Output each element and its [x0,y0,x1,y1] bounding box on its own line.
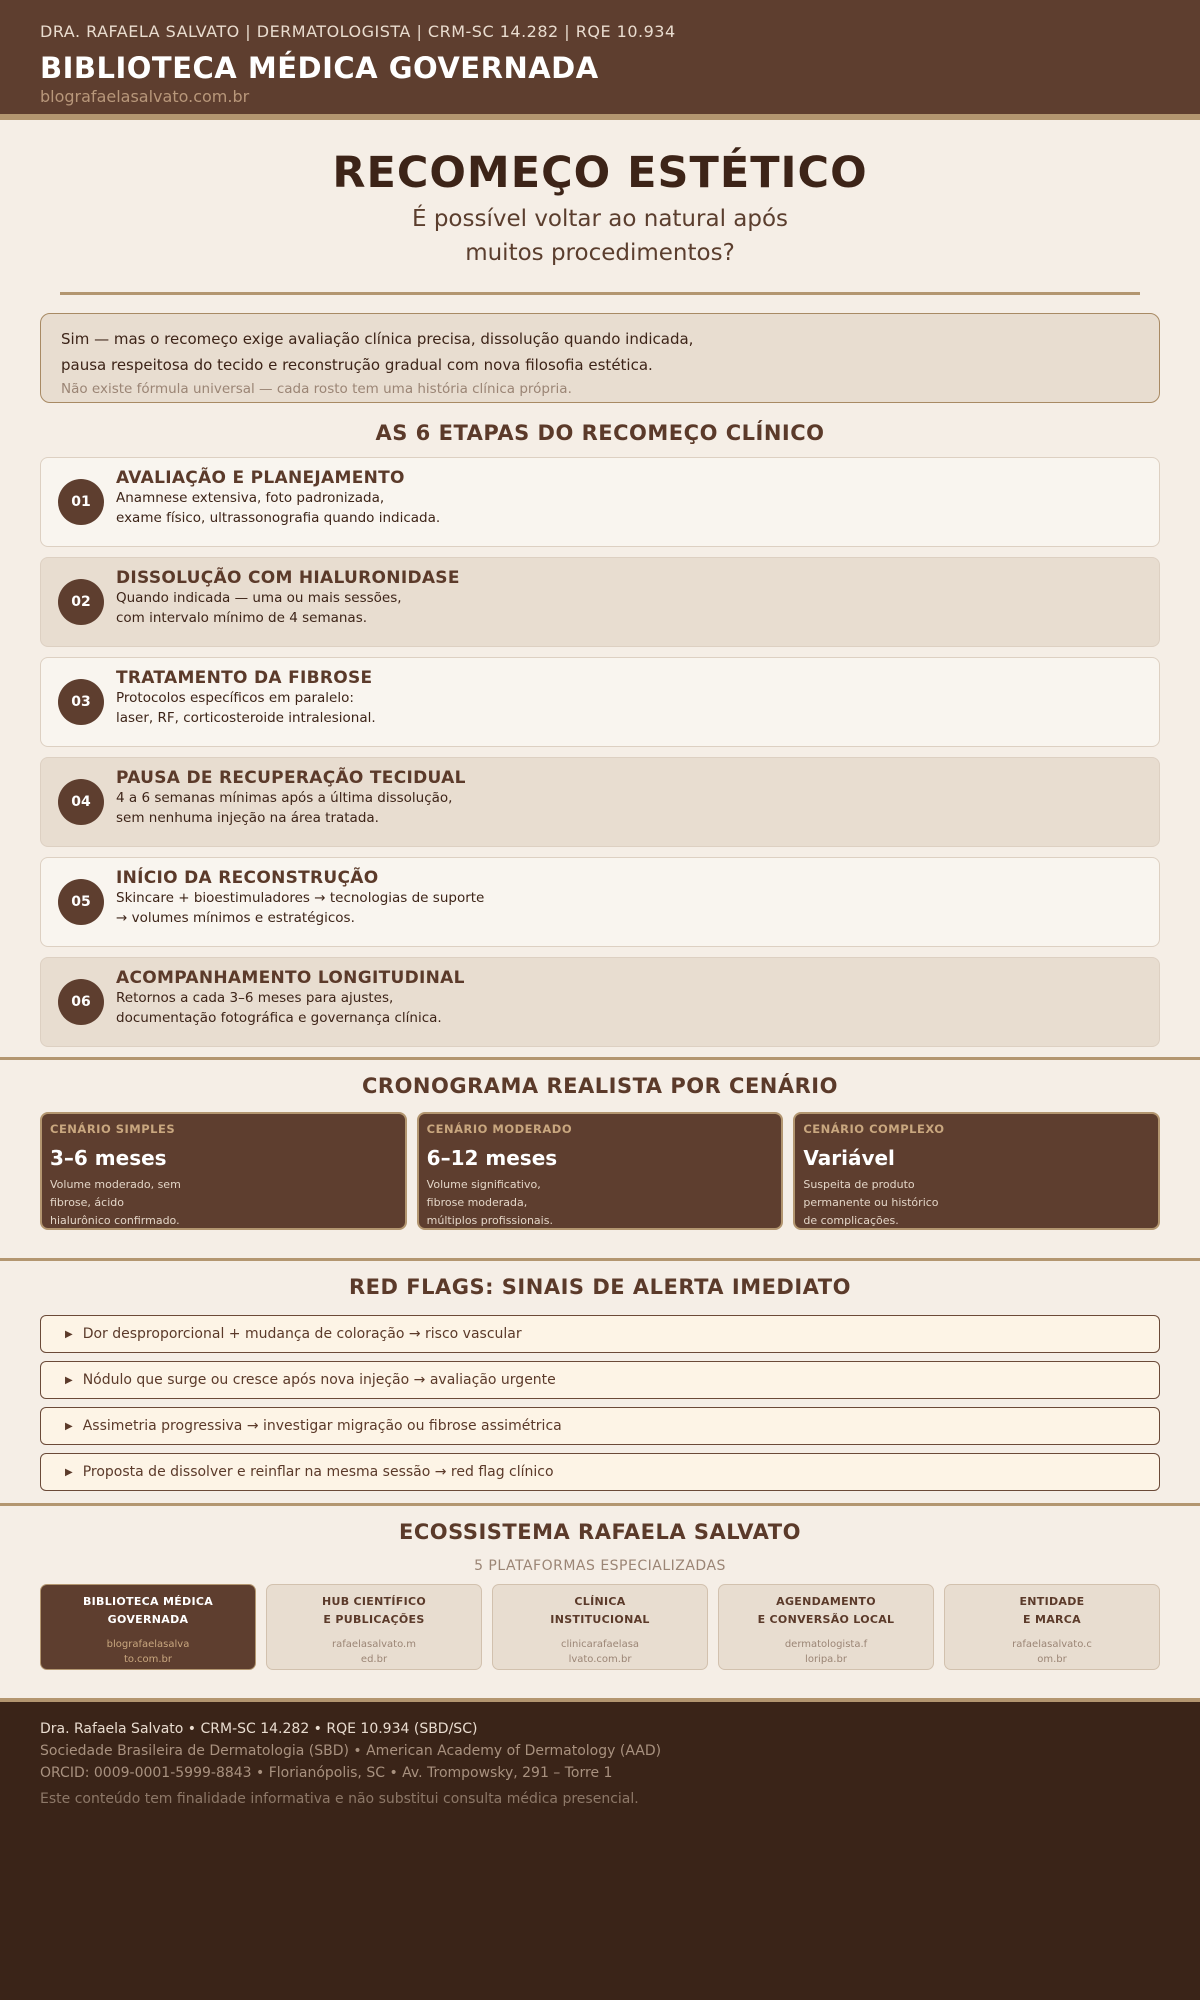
step-card [40,457,1160,547]
triangle-right-icon: ▶ [65,1466,73,1478]
step-desc: 4 a 6 semanas mínimas após a última dissolução, [116,790,453,806]
scenario-desc: hialurônico confirmado. [50,1214,180,1227]
triangle-right-icon: ▶ [65,1420,73,1432]
platform-url [945,1637,1159,1667]
answer-note: Não existe fórmula universal — cada rosto tem uma história clínica própria. [61,381,572,397]
red-flag-item [40,1407,1160,1445]
platform-url-part: rafaelasalvato.c [1012,1639,1092,1650]
red-flag-item [40,1315,1160,1353]
platform-url [41,1637,255,1667]
credentials-line: DRA. RAFAELA SALVATO | DERMATOLOGISTA | CRM-SC 14.282 | RQE 10.934 [40,22,676,41]
section-divider [0,1258,1200,1261]
platform-name: E CONVERSÃO LOCAL [757,1613,895,1626]
red-flags-list [40,1315,1160,1491]
step-desc: exame físico, ultrassonografia quando indicada. [116,510,441,526]
step-desc: laser, RF, corticosteroide intralesional. [116,710,376,726]
platform-card-hub[interactable] [266,1584,482,1670]
scenario-label: CENÁRIO COMPLEXO [803,1122,945,1136]
platform-name: ENTIDADE [1019,1595,1085,1608]
step-number-badge: 05 [58,879,104,925]
step-desc: Protocolos específicos em paralelo: [116,690,354,706]
step-title: TRATAMENTO DA FIBROSE [116,668,373,688]
divider [60,292,1140,295]
scenario-desc: fibrose moderada, [426,1196,528,1209]
scenario-duration: 3–6 meses [50,1146,167,1170]
platform-url-part: loripa.br [805,1654,847,1665]
subtitle-line: muitos procedimentos? [465,240,735,266]
scenario-desc: Suspeita de produto [803,1178,915,1191]
hero [0,120,1200,295]
scenario-card [793,1112,1160,1230]
triangle-right-icon: ▶ [65,1374,73,1386]
step-desc: documentação fotográfica e governança clínica. [116,1010,442,1026]
platform-card-agendamento[interactable] [718,1584,934,1670]
scenario-card [40,1112,407,1230]
steps-list [40,457,1160,1047]
scenario-desc: fibrose, ácido [50,1196,124,1209]
steps-title: AS 6 ETAPAS DO RECOMEÇO CLÍNICO [375,421,825,445]
page-subtitle [0,202,1200,270]
platform-url [719,1637,933,1667]
platform-name: INSTITUCIONAL [550,1613,650,1626]
step-number-badge: 03 [58,679,104,725]
triangle-right-icon: ▶ [65,1328,73,1340]
platform-url-part: om.br [1037,1654,1067,1665]
step-number-badge: 04 [58,779,104,825]
section-divider [0,1503,1200,1506]
timeline-title: CRONOGRAMA REALISTA POR CENÁRIO [362,1074,838,1098]
scenario-card [417,1112,784,1230]
platform-url-part: to.com.br [123,1654,173,1665]
platform-name: GOVERNADA [107,1613,189,1626]
platform-url [493,1637,707,1667]
scenario-desc: permanente ou histórico [803,1196,939,1209]
platform-url-part: ed.br [360,1654,388,1665]
platform-name: E PUBLICAÇÕES [323,1613,425,1626]
platform-url [267,1637,481,1667]
answer-box [40,313,1160,403]
step-desc: Skincare + bioestimuladores → tecnologias de suporte [116,890,485,906]
red-flag-item [40,1453,1160,1491]
platform-url-part: rafaelasalvato.m [332,1639,416,1650]
platform-name: AGENDAMENTO [776,1595,876,1608]
step-desc: sem nenhuma injeção na área tratada. [116,810,379,826]
platform-card-clinica[interactable] [492,1584,708,1670]
platform-name: HUB CIENTÍFICO [321,1595,427,1608]
red-flags-title: RED FLAGS: SINAIS DE ALERTA IMEDIATO [349,1275,851,1299]
step-card [40,857,1160,947]
red-flag-text: Nódulo que surge ou cresce após nova injeção → avaliação urgente [82,1372,556,1388]
step-title: DISSOLUÇÃO COM HIALURONIDASE [116,568,460,588]
scenario-duration: Variável [803,1146,895,1170]
subtitle-line: É possível voltar ao natural após [411,206,789,232]
scenario-desc: Volume significativo, [426,1178,541,1191]
answer-text: pausa respeitosa do tecido e reconstrução gradual com nova filosofia estética. [61,356,653,374]
page-footer [0,1698,1200,2000]
scenario-desc: Volume moderado, sem [50,1178,181,1191]
step-card [40,557,1160,647]
step-number-badge: 01 [58,479,104,525]
ecosystem-subtitle: 5 PLATAFORMAS ESPECIALIZADAS [474,1558,726,1574]
platform-url-part: dermatologista.f [784,1639,868,1650]
scenario-duration: 6–12 meses [426,1146,558,1170]
step-card [40,957,1160,1047]
platform-name: BIBLIOTECA MÉDICA [82,1595,214,1608]
red-flag-text: Assimetria progressiva → investigar migração ou fibrose assimétrica [82,1418,562,1434]
step-title: ACOMPANHAMENTO LONGITUDINAL [116,968,465,988]
footer-disclaimer: Este conteúdo tem finalidade informativa e não substitui consulta médica presencial. [40,1791,639,1807]
platform-url-part: blografaelasalva [106,1639,190,1650]
platform-name: CLÍNICA [574,1595,626,1608]
step-card [40,757,1160,847]
step-card [40,657,1160,747]
platform-card-biblioteca[interactable] [40,1584,256,1670]
scenario-desc: de complicações. [803,1214,899,1227]
page-header [0,0,1200,120]
platform-url-part: clinicarafaelasa [560,1639,640,1650]
step-desc: → volumes mínimos e estratégicos. [116,910,355,926]
step-desc: Quando indicada — uma ou mais sessões, [116,590,402,606]
footer-societies: Sociedade Brasileira de Dermatologia (SBD) • American Academy of Dermatology (AAD) [40,1743,662,1759]
platforms-row [40,1584,1160,1670]
step-title: PAUSA DE RECUPERAÇÃO TECIDUAL [116,768,466,788]
page-title: RECOMEÇO ESTÉTICO [332,148,868,198]
step-desc: Anamnese extensiva, foto padronizada, [116,490,385,506]
footer-address: ORCID: 0009-0001-5999-8843 • Florianópolis, SC • Av. Trompowsky, 291 – Torre 1 [40,1765,613,1781]
step-number-badge: 06 [58,979,104,1025]
scenario-label: CENÁRIO MODERADO [426,1122,573,1136]
red-flag-text: Dor desproporcional + mudança de coloração → risco vascular [82,1326,522,1342]
step-title: AVALIAÇÃO E PLANEJAMENTO [116,468,405,488]
step-desc: Retornos a cada 3–6 meses para ajustes, [116,990,394,1006]
section-divider [0,1057,1200,1060]
platform-card-entidade[interactable] [944,1584,1160,1670]
step-number-badge: 02 [58,579,104,625]
platform-url-part: lvato.com.br [568,1654,632,1665]
footer-credentials: Dra. Rafaela Salvato • CRM-SC 14.282 • RQE 10.934 (SBD/SC) [40,1721,478,1737]
site-link[interactable]: blografaelasalvato.com.br [40,87,250,106]
scenario-desc: múltiplos profissionais. [426,1214,553,1227]
red-flag-item [40,1361,1160,1399]
scenario-label: CENÁRIO SIMPLES [50,1122,176,1136]
ecosystem-title: ECOSSISTEMA RAFAELA SALVATO [399,1520,801,1544]
step-title: INÍCIO DA RECONSTRUÇÃO [116,868,379,888]
step-desc: com intervalo mínimo de 4 semanas. [116,610,368,626]
brand-title: BIBLIOTECA MÉDICA GOVERNADA [40,51,599,85]
platform-name: E MARCA [1023,1613,1081,1626]
answer-text: Sim — mas o recomeço exige avaliação clínica precisa, dissolução quando indicada, [61,330,694,348]
red-flag-text: Proposta de dissolver e reinflar na mesma sessão → red flag clínico [82,1464,554,1480]
timeline-cards [40,1112,1160,1230]
